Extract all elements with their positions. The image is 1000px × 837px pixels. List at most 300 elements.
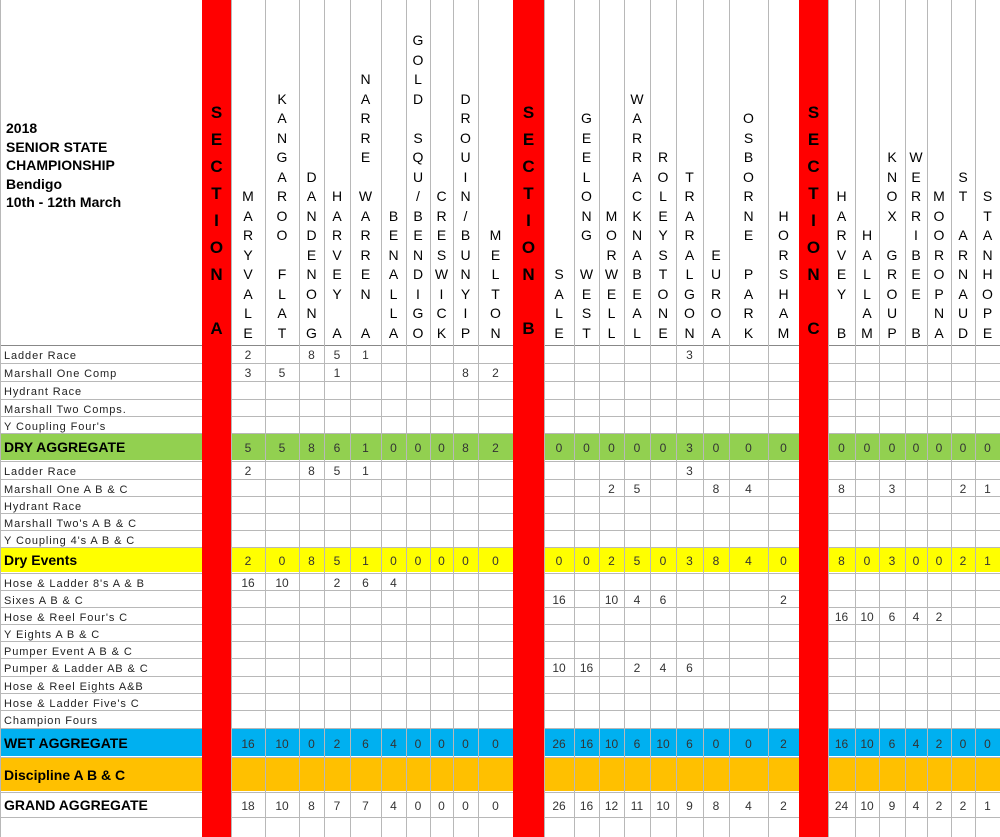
row-label: Marshall One Comp bbox=[4, 368, 118, 380]
total-row-band bbox=[544, 758, 799, 791]
column-header-letter: G bbox=[412, 305, 424, 321]
column-header bbox=[265, 90, 299, 344]
row-label: Champion Fours bbox=[4, 715, 98, 727]
score-cell: 1 bbox=[984, 798, 991, 813]
score-cell: 5 bbox=[333, 554, 341, 568]
score-cell: 8 bbox=[308, 441, 315, 455]
row-label: Hydrant Race bbox=[4, 500, 83, 513]
score-cell: 8 bbox=[308, 464, 315, 478]
column-header-letter: D bbox=[460, 90, 471, 107]
score-cell: 4 bbox=[912, 736, 920, 751]
column-header-letter: R bbox=[836, 227, 847, 243]
column-header-letter: H bbox=[836, 188, 847, 204]
score-cell: 8 bbox=[712, 481, 720, 496]
column-header-letter: E bbox=[554, 324, 564, 341]
column-header-letter: D bbox=[306, 227, 317, 243]
column-header-letter: L bbox=[389, 305, 398, 321]
score-cell: 2 bbox=[608, 481, 615, 496]
score-cell: 0 bbox=[414, 441, 422, 455]
score-cell: 0 bbox=[712, 736, 720, 751]
score-cell: 10 bbox=[604, 592, 619, 607]
column-header-letter: / bbox=[463, 207, 468, 224]
row-label: WET AGGREGATE bbox=[4, 734, 128, 751]
row-label: Ladder Race bbox=[4, 350, 77, 362]
score-cell: 0 bbox=[659, 554, 667, 568]
score-cell: 2 bbox=[244, 464, 252, 478]
row-gridline bbox=[0, 345, 1000, 346]
score-cell: 4 bbox=[745, 481, 752, 496]
column-header-letter: A bbox=[632, 110, 642, 126]
score-cell: 0 bbox=[712, 441, 720, 455]
column-header-letter: N bbox=[631, 227, 643, 243]
score-cell: 3 bbox=[888, 481, 896, 496]
column-header-letter: T bbox=[658, 266, 668, 282]
score-cell: 5 bbox=[244, 441, 252, 455]
score-cell: 2 bbox=[780, 592, 787, 607]
column-header-letter: B bbox=[632, 266, 642, 282]
column-header-letter: K bbox=[743, 324, 754, 341]
score-cell: 1 bbox=[333, 366, 341, 380]
column-header-letter: P bbox=[934, 285, 944, 302]
section-label-letter: S bbox=[807, 103, 820, 122]
column-header bbox=[905, 148, 927, 343]
section-label-letter: E bbox=[210, 130, 223, 149]
column-header-letter: A bbox=[743, 285, 754, 302]
score-cell: 0 bbox=[633, 441, 641, 455]
column-gridline bbox=[951, 0, 952, 837]
column-gridline bbox=[544, 0, 545, 837]
row-gridline bbox=[0, 676, 1000, 677]
column-header-letter: N bbox=[388, 246, 399, 263]
column-header-letter: N bbox=[743, 207, 754, 224]
column-header-letter: I bbox=[463, 305, 468, 321]
score-cell: 16 bbox=[579, 798, 594, 813]
column-header-letter: A bbox=[554, 285, 564, 302]
column-header bbox=[430, 187, 453, 343]
column-header-letter: K bbox=[277, 90, 287, 107]
score-cell: 0 bbox=[462, 798, 469, 813]
column-header-letter: A bbox=[684, 207, 695, 224]
row-label: Dry Events bbox=[4, 552, 78, 568]
section-label-letter: S bbox=[522, 103, 535, 122]
column-header-letter: Y bbox=[658, 227, 668, 243]
score-cell: 3 bbox=[686, 348, 693, 362]
column-header-letter: E bbox=[581, 285, 592, 302]
column-header-letter: P bbox=[460, 324, 471, 341]
score-cell: 0 bbox=[984, 736, 991, 751]
score-cell: 0 bbox=[555, 441, 563, 455]
column-header-letter: E bbox=[606, 285, 617, 302]
row-gridline bbox=[0, 381, 1000, 382]
section-label-letter: T bbox=[211, 184, 222, 203]
score-cell: 2 bbox=[492, 441, 499, 455]
column-header-letter: F bbox=[277, 266, 287, 282]
column-header-letter: O bbox=[412, 324, 424, 341]
column-header-letter: R bbox=[360, 246, 371, 263]
row-gridline bbox=[0, 416, 1000, 417]
column-header-letter: B bbox=[836, 324, 847, 341]
score-cell: 11 bbox=[630, 798, 644, 813]
column-header-letter: A bbox=[388, 324, 399, 341]
row-gridline bbox=[0, 641, 1000, 642]
column-header-letter bbox=[729, 246, 768, 266]
column-header-letter: A bbox=[836, 207, 847, 224]
column-header-letter: E bbox=[982, 324, 993, 341]
row-gridline bbox=[0, 728, 1000, 729]
column-header-letter: E bbox=[632, 285, 642, 302]
column-header-letter: O bbox=[412, 51, 424, 68]
column-header-letter: N bbox=[460, 188, 471, 204]
column-header-letter: R bbox=[684, 188, 695, 204]
column-header-letter bbox=[350, 168, 381, 188]
column-header-letter: A bbox=[778, 305, 789, 321]
row-label: GRAND AGGREGATE bbox=[4, 796, 148, 813]
column-header-letter: S bbox=[958, 168, 968, 185]
column-header-letter: I bbox=[416, 285, 420, 302]
column-header-letter: R bbox=[606, 246, 617, 263]
section-label-letter: E bbox=[807, 130, 820, 149]
column-header-letter: B bbox=[413, 207, 423, 224]
score-cell: 0 bbox=[863, 554, 871, 568]
score-cell: 0 bbox=[838, 441, 845, 455]
section-label-letter: C bbox=[807, 319, 820, 338]
title-line-dates: 10th - 12th March bbox=[6, 194, 122, 210]
score-cell: 16 bbox=[552, 592, 566, 607]
score-cell: 10 bbox=[275, 798, 289, 813]
column-header bbox=[879, 148, 905, 343]
score-cell: 0 bbox=[780, 441, 787, 455]
score-cell: 0 bbox=[583, 441, 590, 455]
section-label-letter bbox=[799, 288, 828, 315]
column-header-letter: E bbox=[436, 227, 447, 243]
column-header bbox=[478, 226, 513, 343]
column-header-letter: A bbox=[632, 305, 642, 321]
section-label-letter: O bbox=[209, 238, 224, 257]
column-header-letter: C bbox=[436, 305, 447, 321]
row-label: Y Coupling 4's A B & C bbox=[4, 534, 136, 547]
score-cell: 8 bbox=[838, 481, 845, 496]
column-header-letter: L bbox=[389, 285, 398, 302]
column-header bbox=[676, 168, 703, 344]
section-label-letter: A bbox=[210, 319, 223, 338]
score-cell: 16 bbox=[834, 736, 849, 751]
score-cell: 0 bbox=[935, 441, 943, 455]
column-header-letter: L bbox=[607, 305, 616, 321]
column-header-letter: N bbox=[657, 305, 669, 321]
row-label: Discipline A B & C bbox=[4, 766, 126, 783]
row-gridline bbox=[0, 710, 1000, 711]
score-cell: 2 bbox=[935, 609, 943, 624]
column-gridline bbox=[0, 0, 1, 837]
column-header-letter: L bbox=[244, 305, 252, 321]
column-header-letter: O bbox=[460, 129, 471, 146]
row-label: Pumper Event A B & C bbox=[4, 645, 133, 658]
score-cell: 4 bbox=[745, 798, 752, 813]
column-header-letter: D bbox=[412, 266, 424, 282]
score-cell: 2 bbox=[633, 661, 641, 675]
column-header-letter: E bbox=[711, 246, 721, 263]
column-header-letter: V bbox=[836, 246, 847, 263]
column-header-letter: B bbox=[460, 227, 471, 243]
row-label: Ladder Race bbox=[4, 466, 77, 478]
score-cell: 6 bbox=[333, 441, 341, 455]
column-header-letter: R bbox=[631, 149, 643, 165]
column-header-letter: P bbox=[982, 305, 993, 321]
score-cell: 0 bbox=[583, 554, 590, 568]
column-header-letter: K bbox=[632, 207, 642, 224]
score-cell: 0 bbox=[984, 441, 991, 455]
score-cell: 4 bbox=[745, 554, 752, 568]
row-label: Hydrant Race bbox=[4, 386, 83, 398]
section-label-letter: N bbox=[522, 265, 535, 284]
column-header bbox=[299, 168, 324, 344]
section-label-letter: T bbox=[523, 184, 534, 203]
score-cell: 4 bbox=[633, 592, 641, 607]
row-gridline bbox=[0, 590, 1000, 591]
score-cell: 0 bbox=[935, 554, 943, 568]
score-cell: 2 bbox=[608, 554, 615, 568]
column-header-letter: M bbox=[777, 324, 790, 341]
score-cell: 9 bbox=[888, 798, 896, 813]
column-header-letter: Y bbox=[243, 246, 253, 263]
column-header-letter: H bbox=[982, 266, 993, 282]
column-header-letter: R bbox=[360, 129, 371, 146]
column-header-letter: T bbox=[277, 324, 287, 341]
column-header-letter: M bbox=[861, 324, 873, 341]
column-header-letter: N bbox=[360, 71, 371, 87]
column-header-letter: R bbox=[910, 188, 922, 204]
column-header-letter: A bbox=[388, 266, 399, 282]
column-header-letter: O bbox=[933, 266, 945, 282]
column-header-letter: A bbox=[332, 324, 342, 341]
column-header-letter: C bbox=[436, 188, 447, 204]
score-cell: 16 bbox=[834, 609, 849, 624]
score-cell: 6 bbox=[633, 736, 641, 751]
column-header-letter: / bbox=[416, 188, 420, 204]
score-cell: 2 bbox=[333, 736, 341, 751]
column-header-letter: R bbox=[957, 246, 969, 263]
column-header-letter: A bbox=[277, 305, 287, 321]
column-header-letter: A bbox=[982, 227, 993, 243]
score-cell: 6 bbox=[888, 609, 896, 624]
column-header bbox=[768, 207, 799, 344]
column-header bbox=[927, 187, 951, 343]
score-cell: 4 bbox=[912, 798, 920, 813]
row-label: Y Eights A B & C bbox=[4, 628, 101, 641]
column-gridline bbox=[905, 0, 906, 837]
column-header-letter: E bbox=[388, 227, 399, 243]
column-header bbox=[828, 187, 855, 343]
column-gridline bbox=[676, 0, 677, 837]
score-cell: 10 bbox=[860, 736, 874, 751]
column-header-letter bbox=[574, 246, 599, 266]
column-header-letter: R bbox=[657, 149, 669, 165]
column-header-letter: U bbox=[886, 305, 898, 321]
column-header-letter: E bbox=[911, 266, 921, 282]
score-cell: 6 bbox=[362, 575, 369, 590]
score-cell: 2 bbox=[333, 575, 341, 590]
column-header-letter: L bbox=[278, 285, 286, 302]
column-header-letter: R bbox=[684, 227, 695, 243]
column-header bbox=[544, 265, 574, 343]
column-header-letter: W bbox=[909, 149, 923, 165]
section-label-letter: I bbox=[811, 211, 816, 230]
score-cell: 0 bbox=[462, 736, 469, 751]
score-cell: 2 bbox=[780, 798, 787, 813]
section-label-letter bbox=[202, 288, 231, 315]
column-header-letter: K bbox=[436, 324, 447, 341]
row-label: Marshall One A B & C bbox=[4, 483, 129, 496]
column-gridline bbox=[650, 0, 651, 837]
score-cell: 0 bbox=[414, 798, 422, 813]
row-gridline bbox=[0, 693, 1000, 694]
score-cell: 0 bbox=[959, 441, 967, 455]
section-label-letter: N bbox=[210, 265, 223, 284]
column-header-letter: G bbox=[581, 110, 592, 126]
column-header-letter: S bbox=[581, 305, 592, 321]
score-cell: 0 bbox=[438, 441, 445, 455]
column-header-letter: P bbox=[887, 324, 897, 341]
section-label-letter: O bbox=[806, 238, 821, 257]
column-header-letter: G bbox=[276, 149, 288, 165]
column-header-letter: D bbox=[957, 324, 969, 341]
column-header-letter: A bbox=[934, 324, 944, 341]
column-gridline bbox=[299, 0, 300, 837]
section-label-letter: C bbox=[210, 157, 223, 176]
column-header-letter: N bbox=[933, 305, 945, 321]
section-label-letter: I bbox=[526, 211, 531, 230]
row-label: Hose & Ladder Five's C bbox=[4, 697, 140, 710]
score-cell: 8 bbox=[462, 441, 469, 455]
score-cell: 5 bbox=[633, 481, 641, 496]
score-cell: 24 bbox=[834, 798, 849, 813]
column-header-letter: A bbox=[277, 168, 287, 185]
column-header-letter: N bbox=[306, 207, 317, 224]
score-cell: 0 bbox=[659, 441, 667, 455]
score-cell: 1 bbox=[362, 554, 369, 568]
column-header-letter: E bbox=[743, 227, 754, 243]
score-cell: 2 bbox=[244, 348, 252, 362]
section-label-letter: N bbox=[807, 265, 820, 284]
row-label: Pumper & Ladder AB & C bbox=[4, 663, 149, 675]
row-label: Sixes A B & C bbox=[4, 594, 84, 607]
column-header-letter: T bbox=[491, 285, 500, 302]
column-header-letter: O bbox=[886, 285, 898, 302]
column-gridline bbox=[879, 0, 880, 837]
column-header-letter: A bbox=[632, 168, 642, 185]
score-cell: 10 bbox=[275, 736, 289, 751]
column-header bbox=[453, 90, 478, 344]
column-header-letter: R bbox=[710, 285, 722, 302]
column-header-letter: L bbox=[685, 266, 694, 282]
score-cell: 8 bbox=[712, 798, 720, 813]
column-header-letter: N bbox=[886, 168, 898, 185]
column-header-letter: S bbox=[982, 188, 993, 204]
column-header-letter: U bbox=[460, 149, 471, 165]
score-cell: 2 bbox=[492, 366, 499, 380]
column-header-letter: M bbox=[489, 227, 502, 243]
championship-title bbox=[6, 119, 121, 212]
column-header-letter: L bbox=[582, 168, 591, 185]
score-cell: 9 bbox=[686, 798, 693, 813]
column-header bbox=[951, 168, 975, 344]
column-header-letter bbox=[406, 109, 430, 129]
column-header-letter: N bbox=[306, 305, 317, 321]
column-header-letter: N bbox=[684, 324, 695, 341]
score-cell: 0 bbox=[438, 798, 445, 813]
score-cell: 26 bbox=[552, 798, 566, 813]
title-line-event: SENIOR STATE bbox=[6, 138, 108, 155]
column-header-letter: U bbox=[460, 246, 471, 263]
section-label-letter: S bbox=[210, 103, 223, 122]
column-header-letter: G bbox=[412, 32, 424, 48]
column-header-letter: E bbox=[836, 266, 847, 282]
row-gridline bbox=[0, 513, 1000, 514]
score-cell: 4 bbox=[390, 575, 397, 590]
column-header-letter: O bbox=[657, 168, 669, 185]
score-cell: 18 bbox=[241, 798, 255, 813]
score-cell: 1 bbox=[362, 348, 369, 362]
score-cell: 0 bbox=[912, 441, 920, 455]
column-header-letter: A bbox=[306, 188, 317, 204]
column-header-letter: E bbox=[243, 324, 253, 341]
section-label bbox=[202, 99, 231, 342]
score-cell: 2 bbox=[244, 554, 252, 568]
column-header-letter: N bbox=[306, 266, 317, 282]
column-header-letter: E bbox=[490, 246, 501, 263]
column-header-letter: O bbox=[743, 168, 754, 185]
column-header bbox=[381, 207, 406, 344]
column-header-letter: V bbox=[332, 246, 342, 263]
row-gridline bbox=[0, 817, 1000, 818]
column-header-letter: Q bbox=[412, 149, 424, 165]
column-header bbox=[855, 226, 879, 343]
score-cell: 8 bbox=[308, 554, 315, 568]
score-cell: 0 bbox=[608, 441, 615, 455]
score-cell: 6 bbox=[888, 736, 896, 751]
score-cell: 2 bbox=[959, 481, 967, 496]
score-cell: 8 bbox=[712, 554, 720, 568]
score-cell: 1 bbox=[362, 441, 369, 455]
column-header-letter: B bbox=[743, 149, 754, 165]
column-header bbox=[350, 70, 381, 343]
column-header-letter: L bbox=[607, 324, 616, 341]
score-cell: 16 bbox=[579, 736, 594, 751]
section-label-letter: C bbox=[807, 157, 820, 176]
column-header-letter: L bbox=[863, 285, 871, 302]
score-cell: 5 bbox=[278, 441, 286, 455]
column-header-letter: E bbox=[658, 207, 668, 224]
column-header-letter: A bbox=[243, 207, 253, 224]
score-cell: 0 bbox=[492, 736, 499, 751]
column-header-letter: R bbox=[360, 110, 371, 126]
column-header-letter: S bbox=[658, 246, 668, 263]
column-header-letter: A bbox=[958, 227, 968, 243]
column-header-letter: E bbox=[581, 149, 592, 165]
column-header-letter: R bbox=[778, 246, 789, 263]
column-header-letter bbox=[879, 226, 905, 246]
column-header-letter: A bbox=[360, 90, 371, 107]
column-header-letter: W bbox=[630, 90, 644, 107]
column-header-letter: B bbox=[911, 246, 921, 263]
column-header-letter bbox=[905, 304, 927, 324]
row-gridline bbox=[0, 399, 1000, 400]
column-header-letter: R bbox=[460, 110, 471, 126]
score-cell: 8 bbox=[308, 348, 315, 362]
score-cell: 16 bbox=[241, 736, 255, 751]
column-header-letter: N bbox=[412, 246, 424, 263]
column-header-letter: I bbox=[463, 168, 468, 185]
